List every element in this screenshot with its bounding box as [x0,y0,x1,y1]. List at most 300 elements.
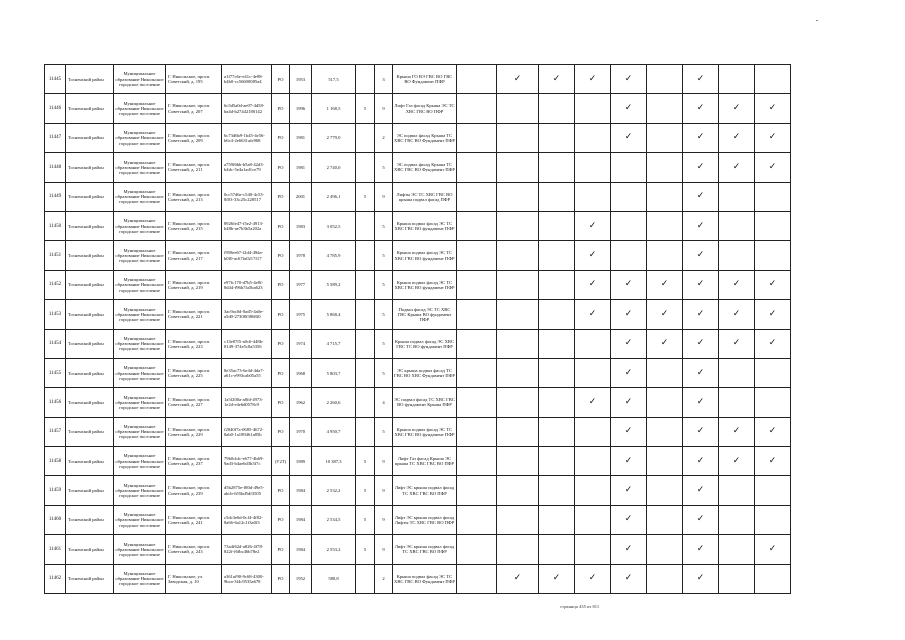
cell-floors [356,65,375,94]
cell-work-types: Крыша подвал фасад ЭС ТС ХВС ГВС ВО фундамент ПФР [393,417,457,446]
cell-work-types: Подвал фасад ЭС ТС ХВС ГВС Крыша ВО фундамент ПФР [393,300,457,329]
cell-house-code: a759f6bb-b5a8-42d3-b4dc-5e4a1ad1ce79 [222,153,272,182]
cell-district: Тосненский район [66,417,114,446]
checkmark-cell: ✓ [611,417,647,446]
checkmark-cell [575,329,611,358]
checkmark-cell [575,535,611,564]
cell-district: Тосненский район [66,182,114,211]
checkmark-cell [575,447,611,476]
checkmark-cell [539,211,575,240]
checkmark-cell [497,358,539,387]
table-row [45,241,791,270]
checkmark-cell: ✓ [575,564,611,593]
cell-work-types: Лифт ЭС крыша подвал фасад Лифты ТС ХВС ГВС ВО ПФР [393,505,457,534]
checkmark-cell [539,417,575,446]
cell-district: Тосненский район [66,123,114,152]
checkmark-cell: ✓ [575,65,611,94]
checkmark-cell: ✓ [683,329,719,358]
cell-municipality: Муниципальное образование Никольское городское поселение [114,535,166,564]
cell-district: Тосненский район [66,241,114,270]
checkmark-cell: ✓ [611,447,647,476]
cell-floors: 5 [356,476,375,505]
cell-row-number: 11453 [45,300,66,329]
checkmark-cell: ✓ [683,535,719,564]
cell-build-year: 1970 [290,417,312,446]
checkmark-cell: ✓ [497,564,539,593]
cell-municipality: Муниципальное образование Никольское городское поселение [114,358,166,387]
cell-address: Г. Никольское, просп. Советский, д. 217 [166,241,222,270]
cell-build-year: 1952 [290,564,312,593]
cell-municipality: Муниципальное образование Никольское городское поселение [114,447,166,476]
table-row [45,94,791,123]
checkmark-cell: ✓ [755,300,791,329]
cell-address: Г. Никольское, просп. Советский, д. 221 [166,300,222,329]
cell-work-types: Лифт ЭС крыша подвал фасад ТС ХВС ГВС ВО ПФР [393,476,457,505]
cell-management-form: РО [272,270,290,299]
checkmark-cell: ✓ [719,153,755,182]
cell-area: 2 534,5 [312,505,356,534]
checkmark-cell [497,476,539,505]
cell-floors [356,211,375,240]
checkmark-cell: ✓ [683,270,719,299]
checkmark-cell [755,388,791,417]
cell-floors [356,123,375,152]
cell-category: 5 [375,417,393,446]
cell-municipality: Муниципальное образование Никольское городское поселение [114,153,166,182]
checkmark-cell [647,94,683,123]
checkmark-cell [647,505,683,534]
checkmark-cell: ✓ [683,505,719,534]
checkmark-cell [457,476,497,505]
checkmark-cell: ✓ [683,417,719,446]
table-row [45,153,791,182]
cell-build-year: 1981 [290,153,312,182]
checkmark-cell [457,564,497,593]
checkmark-cell [539,535,575,564]
cell-district: Тосненский район [66,388,114,417]
cell-category: 5 [375,300,393,329]
table-row [45,447,791,476]
cell-house-code: 8e35ac73-6e4d-4da7-a61c-e993cab05a55 [222,358,272,387]
checkmark-cell: ✓ [611,123,647,152]
checkmark-cell: ✓ [719,329,755,358]
checkmark-cell: ✓ [755,329,791,358]
cell-floors [356,153,375,182]
checkmark-cell: ✓ [575,211,611,240]
cell-address: Г. Никольское, просп. Советский, д. 213 [166,182,222,211]
checkmark-cell [755,241,791,270]
cell-area: 3 052,5 [312,211,356,240]
cell-house-code: c13e87f5-a0c6-448b-8149-374e5c8a5356 [222,329,272,358]
cell-district: Тосненский район [66,94,114,123]
cell-row-number: 11458 [45,447,66,476]
checkmark-cell: ✓ [683,123,719,152]
cell-municipality: Муниципальное образование Никольское городское поселение [114,505,166,534]
cell-row-number: 11455 [45,358,66,387]
checkmark-cell [457,535,497,564]
table-row [45,300,791,329]
cell-district: Тосненский район [66,505,114,534]
cell-build-year: 1953 [290,65,312,94]
checkmark-cell [497,94,539,123]
checkmark-cell: ✓ [719,123,755,152]
table-row [45,123,791,152]
cell-management-form: РО [272,241,290,270]
cell-category: 9 [375,476,393,505]
cell-municipality: Муниципальное образование Никольское городское поселение [114,388,166,417]
cell-district: Тосненский район [66,270,114,299]
checkmark-cell [611,153,647,182]
cell-area: 4 785,9 [312,241,356,270]
cell-build-year: 1996 [290,94,312,123]
checkmark-cell: ✓ [683,564,719,593]
table-row [45,564,791,593]
cell-build-year: 2001 [290,182,312,211]
cell-house-code: d5b2875e-f80d-49e5-abcb-655bd5df3505 [222,476,272,505]
table-row [45,329,791,358]
cell-management-form: РО [272,564,290,593]
cell-category: 5 [375,270,393,299]
cell-work-types: ЭС подвал фасад Крыша ТС ХВС ГВС ВО Фундамент ПФР [393,153,457,182]
cell-floors [356,388,375,417]
checkmark-cell [755,476,791,505]
registry-body [45,65,791,594]
cell-house-code: e97fc170-d7b5-4e8f-8d44-f96b7fa5ba623 [222,270,272,299]
cell-area: 517,5 [312,65,356,94]
checkmark-cell [575,123,611,152]
checkmark-cell [611,241,647,270]
checkmark-cell [457,153,497,182]
cell-work-types: Крыша подвал фасад ЭС ТС ХВС ГВС ВО Фундамент ПФР [393,564,457,593]
checkmark-cell: ✓ [719,300,755,329]
checkmark-cell [539,358,575,387]
cell-work-types: ЭС подвал фасад Крыша ТС ХВС ГВС ВО Фундамент ПФР [393,123,457,152]
cell-floors: 5 [356,182,375,211]
checkmark-cell [497,417,539,446]
cell-floors [356,564,375,593]
table-row [45,476,791,505]
cell-address: Г. Никольское, просп. Советский, д. 241 [166,505,222,534]
checkmark-cell [719,65,755,94]
cell-area: 2 553,2 [312,535,356,564]
cell-work-types: Крыша подвал фасад ЭС ТС ХВС ГВС ВО фундамент ПФР [393,270,457,299]
cell-municipality: Муниципальное образование Никольское городское поселение [114,417,166,446]
cell-floors [356,270,375,299]
cell-district: Тосненский район [66,358,114,387]
cell-house-code: 1a5f200a-a8fd-4973-1e2d-e4e6d0578c9 [222,388,272,417]
cell-house-code: 3ac9ac0d-0ad5-4a0e-a5d0-27308f3868f0 [222,300,272,329]
cell-floors [356,358,375,387]
checkmark-cell [755,564,791,593]
page-footer: страница 435 из 811 [560,604,600,609]
checkmark-cell: ✓ [611,388,647,417]
cell-address: Г. Никольское, просп. Советский, д. 243 [166,535,222,564]
cell-address: Г. Никольское, просп. Советский, д. 209 [166,123,222,152]
cell-house-code: 0cc57d6e-c540-4c53-8f03-33c25c228517 [222,182,272,211]
cell-management-form: РО [272,94,290,123]
checkmark-cell [719,388,755,417]
cell-management-form: РО [272,476,290,505]
checkmark-cell [497,505,539,534]
checkmark-cell: ✓ [575,241,611,270]
cell-row-number: 11446 [45,94,66,123]
cell-house-code: 8926fe47-f3e2-4913-b48b-ae7b3b5a202a [222,211,272,240]
cell-district: Тосненский район [66,447,114,476]
cell-build-year: 1984 [290,535,312,564]
checkmark-cell [497,388,539,417]
checkmark-cell [575,358,611,387]
checkmark-cell [575,476,611,505]
cell-area: 2 260,6 [312,388,356,417]
checkmark-cell: ✓ [719,447,755,476]
cell-house-code: 73a4f62d-a826-4f78-822f-f6fbc46b78e2 [222,535,272,564]
checkmark-cell: ✓ [611,329,647,358]
checkmark-cell [457,65,497,94]
cell-build-year: 1978 [290,241,312,270]
checkmark-cell [539,476,575,505]
table-row [45,358,791,387]
table-row [45,388,791,417]
cell-house-code: 6c5d5a0d-ae07-4d58-ba4d-b27442180142 [222,94,272,123]
cell-address: Г. Никольское, просп. Советский, д. 219 [166,270,222,299]
checkmark-cell [575,505,611,534]
cell-house-code: 6c73d6b9-1b45-4e56-b6c4-2e6631afe968 [222,123,272,152]
checkmark-cell [457,300,497,329]
checkmark-cell [539,300,575,329]
cell-district: Тосненский район [66,476,114,505]
cell-category: 4 [375,388,393,417]
cell-address: Г. Никольское, просп. Советский, д. 215 [166,211,222,240]
checkmark-cell: ✓ [719,417,755,446]
cell-address: Г. Никольское, просп. Советский, д. 227 [166,388,222,417]
cell-municipality: Муниципальное образование Никольское городское поселение [114,123,166,152]
cell-management-form: РО [272,358,290,387]
checkmark-cell [647,241,683,270]
checkmark-cell [539,505,575,534]
cell-build-year: 1977 [290,270,312,299]
cell-row-number: 11451 [45,241,66,270]
cell-municipality: Муниципальное образование Никольское городское поселение [114,300,166,329]
checkmark-cell [539,329,575,358]
cell-municipality: Муниципальное образование Никольское городское поселение [114,65,166,94]
cell-house-code: f958ee67-f2d4-49da-b0f0-ac67fa0217f17 [222,241,272,270]
cell-build-year: 1975 [290,300,312,329]
cell-build-year: 1989 [290,447,312,476]
cell-work-types: Крыша подвал фасад ЭС ТС ХВС ГВС ВО фундамент ПФР [393,241,457,270]
cell-district: Тосненский район [66,564,114,593]
cell-management-form: РО [272,505,290,534]
cell-area: 2 740,0 [312,153,356,182]
checkmark-cell: ✓ [611,270,647,299]
cell-municipality: Муниципальное образование Никольское городское поселение [114,476,166,505]
cell-area: 2 532,2 [312,476,356,505]
checkmark-cell: ✓ [683,94,719,123]
cell-area: 5 868,4 [312,300,356,329]
cell-floors [356,241,375,270]
cell-municipality: Муниципальное образование Никольское городское поселение [114,94,166,123]
checkmark-cell [647,153,683,182]
checkmark-cell [457,211,497,240]
cell-management-form: (У2Т) [272,447,290,476]
checkmark-cell: ✓ [755,94,791,123]
checkmark-cell [539,388,575,417]
cell-floors [356,417,375,446]
checkmark-cell [539,94,575,123]
checkmark-cell [647,182,683,211]
table-row [45,535,791,564]
checkmark-cell: ✓ [539,564,575,593]
cell-management-form: РО [272,300,290,329]
cell-house-code: 79b0cbfc-e677-4b69-9ad3-b4ae6d3b3f7c [222,447,272,476]
checkmark-cell [719,182,755,211]
cell-category: 9 [375,94,393,123]
cell-house-code: c5dc3e6d-0cf4-4f82-8a66-6a12c1f3a0f3 [222,505,272,534]
checkmark-cell [497,241,539,270]
checkmark-cell [575,94,611,123]
housing-registry-table [44,64,791,594]
cell-district: Тосненский район [66,153,114,182]
cell-category: 9 [375,447,393,476]
cell-work-types: Крыша ГО ВЭ ГВС ВО ГВС ВО Фундамент ПФР [393,65,457,94]
checkmark-cell [755,505,791,534]
checkmark-cell: ✓ [683,358,719,387]
cell-address: Г. Никольское, просп. Советский, д. 207 [166,94,222,123]
table-row [45,270,791,299]
checkmark-cell: ✓ [575,388,611,417]
cell-area: 10 387,3 [312,447,356,476]
cell-area: 2 496,1 [312,182,356,211]
checkmark-cell: ✓ [539,65,575,94]
checkmark-cell [719,564,755,593]
cell-work-types: ЭС крыша подвал фасад ТС ГВС ВО ХВС Фундамент ПФР [393,358,457,387]
cell-category: 2 [375,564,393,593]
cell-build-year: 1981 [290,123,312,152]
checkmark-cell: ✓ [755,535,791,564]
cell-row-number: 11462 [45,564,66,593]
checkmark-cell [539,153,575,182]
checkmark-cell: ✓ [611,535,647,564]
checkmark-cell: ✓ [611,358,647,387]
cell-municipality: Муниципальное образование Никольское городское поселение [114,564,166,593]
checkmark-cell [457,182,497,211]
checkmark-cell: ✓ [647,270,683,299]
cell-address: Г. Никольское, просп. Советский, д. 239 [166,476,222,505]
registry-sheet [44,64,791,594]
checkmark-cell [497,535,539,564]
cell-address: Г. Никольское, просп. Советский, д. 195 [166,65,222,94]
cell-row-number: 11459 [45,476,66,505]
cell-floors: 5 [356,94,375,123]
cell-category: 9 [375,535,393,564]
checkmark-cell [497,153,539,182]
cell-area: 4 950,7 [312,417,356,446]
cell-management-form: РО [272,211,290,240]
checkmark-cell [611,182,647,211]
checkmark-cell [647,358,683,387]
cell-work-types: Лифт Газ фасад Крыша ЭС крыша ТС ХВС ГВС ВО ПФР [393,447,457,476]
checkmark-cell [497,329,539,358]
cell-address: Г. Никольское, просп. Советский, д. 225 [166,358,222,387]
cell-row-number: 11461 [45,535,66,564]
cell-house-code: f2840f7a-0685-4672-8ab0-1a189461a85b [222,417,272,446]
cell-row-number: 11456 [45,388,66,417]
cell-municipality: Муниципальное образование Никольское городское поселение [114,270,166,299]
checkmark-cell: ✓ [683,65,719,94]
table-row [45,182,791,211]
cell-district: Тосненский район [66,65,114,94]
cell-work-types: Лифты ЭС ТС ХВС ГВС ВО крыша подвал фасад ПФР [393,182,457,211]
checkmark-cell [647,388,683,417]
cell-category: 5 [375,241,393,270]
checkmark-cell [539,447,575,476]
checkmark-cell: ✓ [683,211,719,240]
cell-management-form: РО [272,535,290,564]
checkmark-cell [575,153,611,182]
checkmark-cell: ✓ [683,300,719,329]
checkmark-cell [497,447,539,476]
checkmark-cell [719,476,755,505]
checkmark-cell: ✓ [683,476,719,505]
checkmark-cell: ✓ [755,123,791,152]
cell-category: 9 [375,505,393,534]
checkmark-cell [457,94,497,123]
checkmark-cell [457,329,497,358]
cell-area: 580,8 [312,564,356,593]
cell-build-year: 1968 [290,358,312,387]
cell-row-number: 11454 [45,329,66,358]
checkmark-cell [647,417,683,446]
cell-work-types: Крыша подвал фасад ЭС ХВС ГВС ТС ВО фундамент ПФР [393,329,457,358]
cell-row-number: 11450 [45,211,66,240]
table-row [45,65,791,94]
cell-address: Г. Никольское, просп. Советский, д. 229 [166,417,222,446]
checkmark-cell [497,182,539,211]
cell-management-form: РО [272,153,290,182]
checkmark-cell: ✓ [719,270,755,299]
checkmark-cell [647,211,683,240]
cell-address: Г. Никольское, просп. Советский, д. 237 [166,447,222,476]
checkmark-cell [497,123,539,152]
checkmark-cell [497,211,539,240]
cell-management-form: РО [272,388,290,417]
checkmark-cell [575,182,611,211]
cell-work-types: Лифт ЭС крыша подвал фасад ТС ХВС ГВС ВО ПФР [393,535,457,564]
checkmark-cell [647,564,683,593]
cell-row-number: 11457 [45,417,66,446]
cell-row-number: 11445 [45,65,66,94]
checkmark-cell: ✓ [647,329,683,358]
checkmark-cell [457,505,497,534]
cell-management-form: РО [272,123,290,152]
cell-category: 5 [375,153,393,182]
cell-build-year: 1983 [290,211,312,240]
cell-row-number: 11460 [45,505,66,534]
checkmark-cell: ✓ [755,270,791,299]
cell-work-types: Лифт Газ фасад Крыша ЭС ТС ХВС ГВС ВО ПФР [393,94,457,123]
cell-management-form: РО [272,329,290,358]
checkmark-cell: ✓ [611,65,647,94]
cell-management-form: РО [272,417,290,446]
checkmark-cell [457,358,497,387]
cell-district: Тосненский район [66,211,114,240]
checkmark-cell [457,447,497,476]
scan-mark [816,20,818,21]
cell-row-number: 11449 [45,182,66,211]
cell-address: Г. Никольское, просп. Советский, д. 223 [166,329,222,358]
cell-floors [356,329,375,358]
cell-category: 2 [375,123,393,152]
checkmark-cell [539,182,575,211]
